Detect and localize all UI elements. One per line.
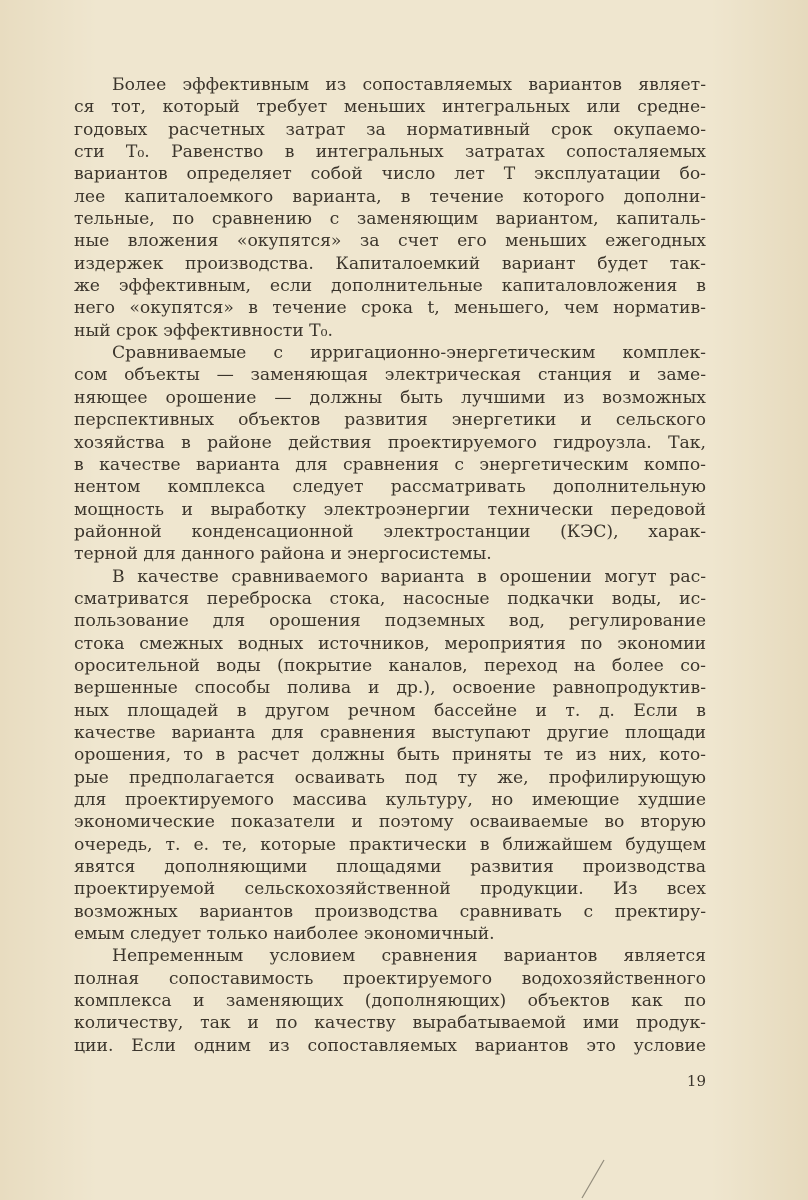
text-line: ных площадей в другом речном бассейне и т. д. Если в bbox=[74, 700, 706, 721]
text-line: количеству, так и по качеству вырабатываемой ими продук- bbox=[74, 1013, 706, 1034]
text-line: для проектируемого массива культуру, но имеющие худшие bbox=[74, 790, 706, 810]
text-line: стока смежных водных источников, мероприятия по экономии bbox=[74, 633, 706, 654]
text-line: районной конденсационной электростанции (КЭС), харак- bbox=[74, 521, 706, 542]
text-line: в качестве варианта для сравнения с энергетическим компо- bbox=[74, 454, 706, 475]
text-line: вершенные способы полива и др.), освоение равнопродуктив- bbox=[74, 678, 706, 699]
text-line: орошения, то в расчет должны быть приняты те из них, кото- bbox=[74, 745, 706, 766]
text-line: хозяйства в районе действия проектируемого гидроузла. Так, bbox=[74, 432, 706, 453]
text-line: качестве варианта для сравнения выступают другие площади bbox=[74, 722, 706, 743]
text-line: сматриватся переброска стока, насосные подкачки воды, ис- bbox=[74, 588, 706, 609]
text-line: нентом комплекса следует рассматривать дополнительную bbox=[74, 477, 706, 498]
text-line: Более эффективным из сопоставляемых вариантов являет- bbox=[112, 75, 706, 95]
text-line: проектируемой сельскохозяйственной продукции. Из всех bbox=[74, 879, 706, 900]
text-line: годовых расчетных затрат за нормативный срок окупаемо- bbox=[74, 119, 706, 140]
text-line: возможных вариантов производства сравнивать с пректиру- bbox=[74, 901, 706, 922]
text-line: оросительной воды (покрытие каналов, переход на более со- bbox=[74, 655, 706, 676]
text-line: Сравниваемые с ирригационно-энергетическим комплек- bbox=[112, 343, 706, 364]
text-line: очередь, т. е. те, которые практически в ближайшем будущем bbox=[74, 834, 706, 855]
text-line: пользование для орошения подземных вод, регулирование bbox=[74, 611, 706, 632]
text-line: мощность и выработку электроэнергии технически передовой bbox=[74, 499, 706, 520]
text-line: В качестве сравниваемого варианта в орошении могут рас- bbox=[112, 566, 706, 587]
text-line: вариантов определяет собой число лет T эксплуатации бо- bbox=[74, 164, 706, 185]
pencil-mark bbox=[578, 1158, 608, 1200]
text-line: него «окупятся» в течение срока t, меньшего, чем норматив- bbox=[74, 298, 706, 319]
text-line: рые предполагается осваивать под ту же, профилирующую bbox=[74, 767, 706, 788]
text-line: полная сопоставимость проектируемого водохозяйственного bbox=[74, 968, 706, 989]
text-line: ся тот, который требует меньших интегральных или средне- bbox=[74, 97, 706, 118]
text-line: сти T₀. Равенство в интегральных затратах сопосталяемых bbox=[74, 142, 706, 163]
text-line: лее капиталоемкого варианта, в течение которого дополни- bbox=[74, 186, 706, 207]
text-line: няющее орошение — должны быть лучшими из возможных bbox=[74, 387, 706, 408]
page-number: 19 bbox=[686, 1072, 706, 1090]
text-line: ный срок эффективности T₀. bbox=[74, 320, 333, 341]
body-text bbox=[74, 74, 706, 1057]
text-line: экономические показатели и поэтому осваиваемые во вторую bbox=[74, 812, 706, 833]
text-line: издержек производства. Капиталоемкий вариант будет так- bbox=[74, 253, 706, 274]
text-line: емым следует только наиболее экономичный. bbox=[74, 924, 495, 945]
text-line: перспективных объектов развития энергетики и сельского bbox=[74, 410, 706, 431]
text-line: явятся дополняющими площадями развития производства bbox=[74, 857, 706, 878]
text-line: комплекса и заменяющих (дополняющих) объектов как по bbox=[74, 991, 706, 1012]
text-line: ные вложения «окупятся» за счет его меньших ежегодных bbox=[74, 231, 706, 252]
text-line: Непременным условием сравнения вариантов является bbox=[112, 946, 706, 967]
text-line: ции. Если одним из сопоставляемых вариантов это условие bbox=[74, 1035, 706, 1056]
text-line: сом объекты — заменяющая электрическая станция и заме- bbox=[74, 365, 706, 386]
text-line: же эффективным, если дополнительные капиталовложения в bbox=[74, 276, 706, 297]
text-line: тельные, по сравнению с заменяющим вариантом, капиталь- bbox=[74, 209, 706, 230]
text-line: терной для данного района и энергосистемы. bbox=[74, 544, 492, 565]
